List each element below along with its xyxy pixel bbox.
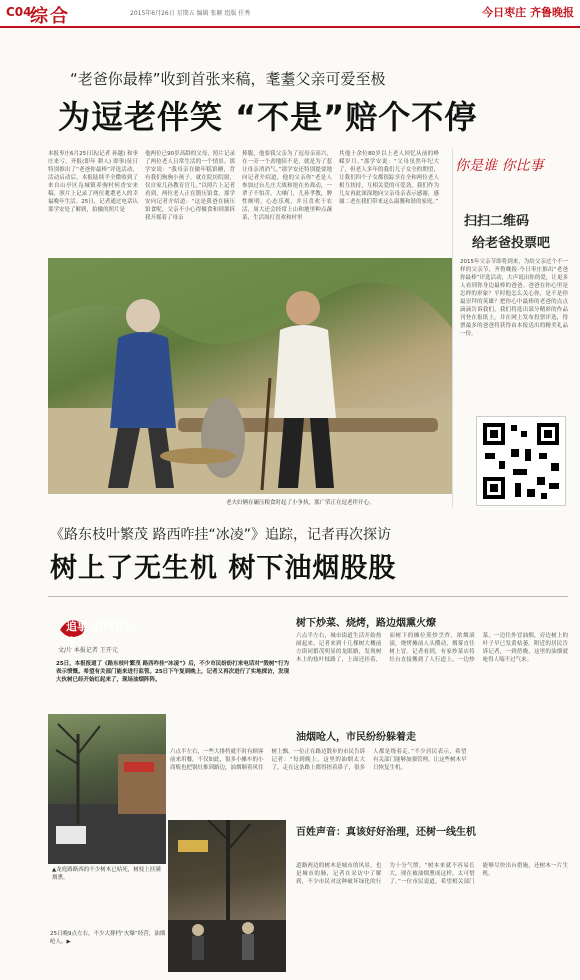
story2-byline: 文/片 本报记者 王开元: [58, 647, 118, 654]
section-divider: [48, 596, 568, 597]
elderly-couple-photo: [48, 258, 452, 494]
sidebar-ribbon: 你是谁 你比事: [455, 158, 544, 174]
night-stalls-photo: [168, 820, 286, 972]
story1-subtitle: “老爸你最棒”收到首张来稿，耄耋父亲可爱至极: [70, 70, 386, 88]
story1-title: 为逗老伴笑 “不是”赔个不停: [58, 98, 478, 136]
section-title: 综合: [30, 6, 70, 27]
night-stalls-illustration: [168, 820, 286, 972]
story1-column-3: 捧腹，他要我父亲为了逗母亲高兴，在一旁一个劲地陪不是，就是为了惹让母亲消消气。”那学安还特别提要地向记者介绍道，他的父亲你“老是人参加过台儿庄大战和抢在鱼战动，一辈子不怕苦，大嗓门，儿孙孝教，脾性颇明，心态乐观，并且喜欢干农活，周大还会经常上山和地里种点蔬菜，生活周打喜欢和村里: [242, 151, 332, 221]
vote-qr-code[interactable]: [476, 416, 566, 506]
story2-section-2-text: 六点半左右，一些大排档就不时有顾客前来用餐，不仅如此，很多小摊车的小商贩也把锅灶推到路边，油烟顺着风往树上飘。一位正在路边散步的市民告诉记者：“每到晚上，这里的油烟太大了，走在这条路上都得捂着鼻子，很多人都是绕着走。”不少居民表示，希望有关部门能够加强管理，让这些树木早日恢复生机。: [170, 749, 467, 771]
story2-subhead-3: 百姓声音：真该好好治理，还树一线生机: [296, 827, 476, 838]
newspaper-brand: 今日枣庄 齐鲁晚报: [482, 6, 574, 19]
qr-title: 扫扫二维码: [464, 214, 530, 229]
photo2-caption: ▲龙庭路路西的不少树木已枯死，树枝上挂满烟熏。: [52, 867, 161, 881]
story2-subhead-2: 油烟呛人，市民纷纷躲着走: [296, 732, 416, 743]
page-number: C04: [6, 5, 32, 19]
story2-subtitle: 《路东枝叶繁茂 路西咋挂“冰凌”》追踪，记者再次探访: [50, 527, 391, 543]
story1-column-4: 其他十余位80岁以上老人回忆从前的峥嵘岁月。”那学安说：“父母虽然年纪大了，但老人多年的我们儿子女全的期望，让我们四个子女都很踪享在全和两位老人相互扶持，互相关爱的可爱劲，我们作为儿女再此深深地向父亲母亲表示感谢，感谢二老在我们带来这么温馨和谐的家庭。”: [339, 151, 439, 205]
issue-meta: 2015年6月26日 星期五 编辑 张颖 组版 任秀: [130, 10, 251, 17]
street-illustration: [48, 714, 166, 864]
photo3-caption: 25日晚9点左右，不少大排档“火爆”经营，油烟呛人。▶: [50, 931, 166, 945]
photo1-caption: 老夫妇俩在碾压粮食时起了小争执，那广荣正在逗老伴开心。: [226, 500, 375, 506]
story2-section-1-text: 六点半左右，城市街道生活开始热闹起来，记者来到十几棵树大概前方街同繁茂明显的龙眼路，发现树木上的枝叶枝路了，上面还挂着，而树下的摊位煎炒烹炸，浓烟滚滚，烧烤摊前人头攒动，烟雾直往树上冒。记者看到，有家炒菜店将灶台直接搬到了人行道上，一边炒菜，一边往外冒油烟，旁边树上的叶子早已发黄枯萎。附近的居民告诉记者，一到傍晚，这里的油烟就呛得人喘不过气来。: [296, 633, 568, 663]
column-divider: [452, 148, 453, 508]
street-trees-photo: [48, 714, 166, 864]
story2-subhead-1: 树下炒菜、烧烤，路边烟熏火燎: [296, 618, 436, 629]
qr-code-icon: [477, 417, 565, 505]
qr-subtitle: 给老爸投票吧: [472, 236, 551, 251]
story1-column-2: 他两位已90岁高龄的父母，照片记录了两位老人日常生活的一个情景。那学安说：“我母亲在做年糕馅糖，背有我们驹驹小孩子，就在院坊院窗，仅自家儿孙教育宫儿。”以照片上记者看到，两位老人正在锻压馅食，那学安向记者介绍道：“这是我爸在摘压馅食呢，父亲不小心得摄食和到那拆我开摇着了母亲: [145, 151, 235, 221]
story1-column-1: 本报枣庄6月25日讯(记者 孙越) 和枣庄来亏，齐报(即年 耕人) 即事)征日特别推出了“老爸你最棒”评选活动，活动启动后，本报陆续半全微收到了来自山亭区凫城镇养驹村何香安来稿，照片上记录了两位耄耋老人的幸福晚年生活。25日，记者通过电话认那学安处了解到，拍摄的照片是: [48, 151, 138, 213]
elderly-couple-illustration: [48, 258, 452, 494]
story2-lead: 25日，本报报道了《路东枝叶繁茂 路西咋挂“冰凌”》后，不少市民纷纷打来电话对“毁树”行为表示愤慨。希望有关部门能来进行监管。25日下午复到晚上，记者又再次进行了实地探访，发现大伙树已经开始红起来了，现场油烟阵阵。: [56, 661, 290, 683]
story2-title: 树上了无生机 树下油烟股股: [50, 553, 397, 584]
column-logo-text: 追事 追问背后事: [66, 620, 136, 649]
column-logo: [58, 612, 138, 649]
sidebar-text: 2015年父亲节即将到来，为给父亲过个不一样的父亲节，齐鲁晚报·今日枣庄推出“老爸你最棒”评选活动，大声说出你的爱，让更多人看到你身边最棒的爸爸。爸爸在你心里是怎样的形象？平时他怎么关心你，是不是你最崇拜的英雄？把你心中最棒的老爸的点点滴滴告诉我们，我们将选出部分精彩的作品刊登在报纸上，并在网上发布投票评选，得票最多的爸爸将获得由本报送出的精美礼品一份。: [460, 259, 568, 337]
story2-section-3-text: 道路两边的树木是城市的风景，也是城市的肺，记者在采访中了解到，不少市民对这种破坏绿化的行为十分气愤。“树本来就不容易长大，现在被油烟熏成这样，太可惜了。”一位市民说道，希望相关部门能够尽快出台措施，还树木一片生机。: [296, 863, 568, 885]
